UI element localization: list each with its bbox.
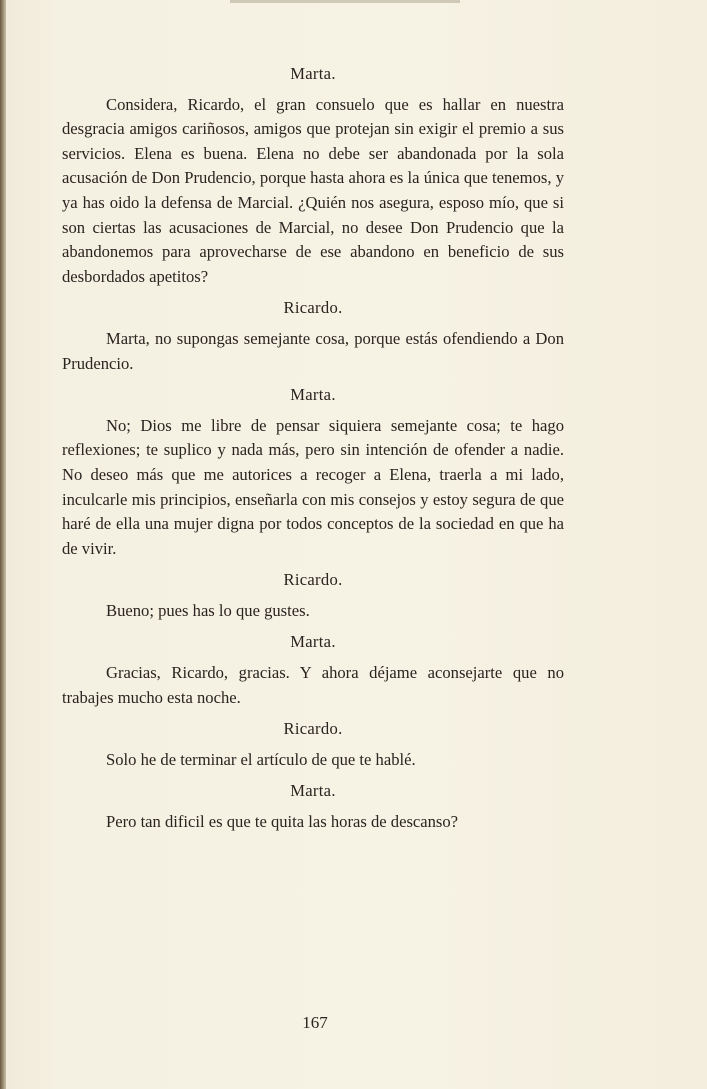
speaker-name: Ricardo. (283, 719, 343, 739)
speaker-name: Ricardo. (283, 570, 343, 590)
dialogue-text-block (62, 62, 564, 842)
speaker-name: Ricardo. (283, 298, 343, 318)
page-top-mark (230, 0, 460, 3)
speech-paragraph: Bueno; pues has lo que gustes. (106, 600, 310, 620)
page-spine-edge (0, 0, 6, 1089)
speaker-name: Marta. (290, 385, 336, 405)
speech-paragraph: Solo he de terminar el artículo de que te hablé. (106, 749, 416, 769)
speech-paragraph: Marta, no supongas semejante cosa, porque estás ofendiendo a Don Prudencio. (62, 328, 564, 373)
page-number: 167 (302, 1013, 328, 1032)
speech-paragraph: Considera, Ricardo, el gran consuelo que es hallar en nuestra desgracia amigos cariñosos, amigos que protejan sin exigir el premio a sus servicios. Elena es buena. Elena no debe ser abandonada por la sola acusación de Don Prudencio, porque hasta ahora es la única que tenemos, y ya has oido la defensa de Marcial. ¿Quién nos asegura, esposo mío, que si son ciertas las acusaciones de Marcial, no desee Don Prudencio que la abandonemos para aprovecharse de ese abandono en beneficio de sus desbordados apetitos? (62, 94, 564, 286)
speech-paragraph: Pero tan dificil es que te quita las horas de descanso? (106, 812, 459, 832)
speech-paragraph: No; Dios me libre de pensar siquiera semejante cosa; te hago reflexiones; te suplico y nada más, pero sin intención de ofender a nadie. No deseo más que me autorices a recoger a Elena, traerla a mi lado, inculcarle mis principios, enseñarla con mis consejos y estoy segura de que haré de ella una mujer digna por todos conceptos de la sociedad en que ha de vivir. (62, 415, 564, 558)
speech-paragraph: Gracias, Ricardo, gracias. Y ahora déjame aconsejarte que no trabajes mucho esta noche. (62, 663, 564, 707)
speaker-name: Marta. (290, 64, 336, 83)
speaker-name: Marta. (290, 781, 336, 801)
speaker-name: Marta. (290, 632, 336, 652)
